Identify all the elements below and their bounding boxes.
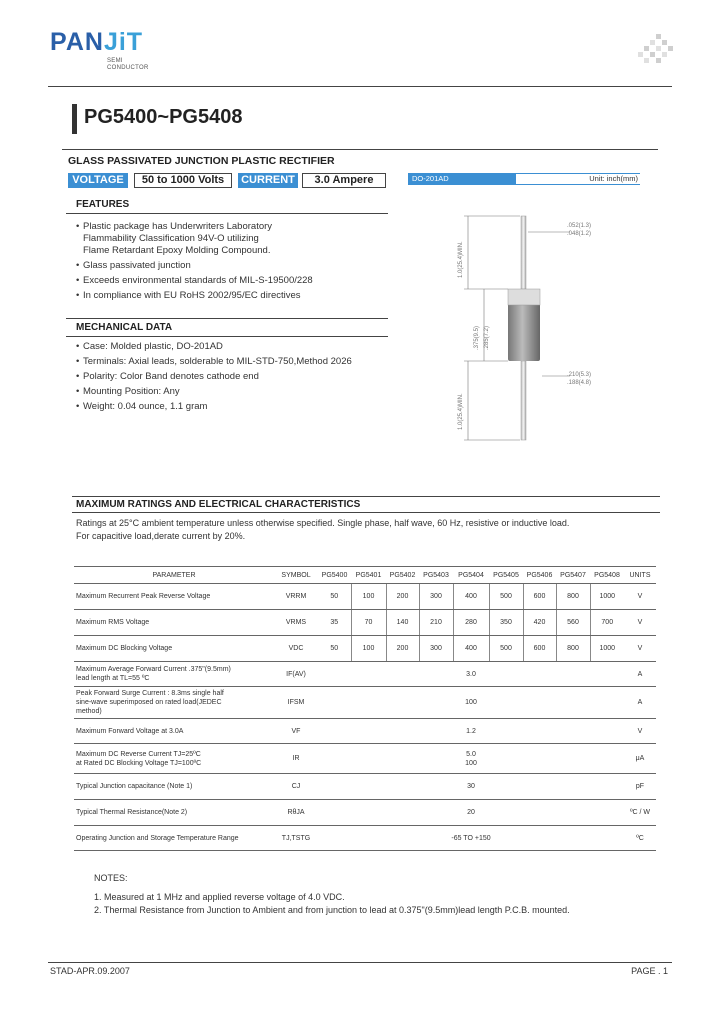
unit-cell: A (624, 687, 656, 719)
table-row (74, 744, 656, 774)
mechanical-heading: MECHANICAL DATA (76, 322, 173, 333)
product-subtitle: GLASS PASSIVATED JUNCTION PLASTIC RECTIFIER (68, 155, 335, 167)
table-header-row (74, 567, 656, 584)
value-cell: 210 (419, 610, 453, 636)
value-cell: 200 (386, 636, 419, 662)
table-row (74, 610, 656, 636)
symbol-cell: VRMS (274, 610, 318, 636)
feature-text: Glass passivated junction (83, 260, 191, 271)
param-cell: Typical Thermal Resistance(Note 2) (74, 800, 274, 826)
dim-body-length-a: .375(9.5) (474, 325, 480, 350)
symbol-cell: IF(AV) (274, 662, 318, 687)
column-header: PG5407 (556, 567, 590, 584)
value-cell: 70 (351, 610, 386, 636)
value-cell: 400 (453, 584, 489, 610)
decorative-squares-icon (638, 34, 678, 68)
column-header: PARAMETER (74, 567, 274, 584)
list-item: • Mounting Position: Any (76, 386, 180, 397)
list-item: • Terminals: Axial leads, solderable to MIL-STD-750,Method 2026 (76, 356, 352, 367)
table-row (74, 719, 656, 744)
list-item: • Polarity: Color Band denotes cathode end (76, 371, 259, 382)
voltage-label: VOLTAGE (68, 173, 128, 188)
symbol-cell: CJ (274, 774, 318, 800)
value-cell: 3.0 (318, 662, 624, 687)
value-cell: 500 (489, 584, 523, 610)
logo-part2: JiT (103, 28, 144, 56)
list-item: • Glass passivated junction (76, 260, 191, 271)
current-label: CURRENT (238, 173, 298, 188)
logo-sub1: SEMI (107, 58, 123, 64)
value-cell: 280 (453, 610, 489, 636)
unit-cell: A (624, 662, 656, 687)
package-outline-diagram (420, 190, 650, 470)
column-header: PG5401 (351, 567, 386, 584)
ratings-heading: MAXIMUM RATINGS AND ELECTRICAL CHARACTERISTICS (76, 499, 361, 510)
column-header: PG5400 (318, 567, 351, 584)
table-row (74, 774, 656, 800)
unit-label: Unit: inch(mm) (589, 174, 638, 183)
cathode-band (508, 289, 540, 305)
symbol-cell: IR (274, 744, 318, 774)
symbol-cell: VDC (274, 636, 318, 662)
top-lead (521, 216, 526, 289)
ratings-condition-1: Ratings at 25°C ambient temperature unless otherwise specified. Single phase, half wave, 60 Hz, resistive or inductive load. (76, 518, 570, 528)
unit-cell: V (624, 719, 656, 744)
title-accent-bar (72, 104, 77, 134)
param-cell: Maximum DC Blocking Voltage (74, 636, 274, 662)
value-cell: 1.2 (318, 719, 624, 744)
param-cell: Peak Forward Surge Current : 8.3ms single half sine-wave superimposed on rated load(JEDEC method) (74, 687, 274, 719)
symbol-cell: TJ,TSTG (274, 826, 318, 851)
document-date: STAD-APR.09.2007 (50, 966, 130, 976)
table-row (74, 662, 656, 687)
param-cell: Maximum Recurrent Peak Reverse Voltage (74, 584, 274, 610)
features-heading: FEATURES (76, 199, 130, 210)
list-item: • In compliance with EU RoHS 2002/95/EC directives (76, 290, 301, 301)
mechanical-text: Mounting Position: Any (83, 386, 180, 397)
ratings-table (74, 566, 656, 851)
package-name: DO-201AD (412, 174, 449, 183)
value-cell: 800 (556, 584, 590, 610)
value-cell: 100 (351, 636, 386, 662)
mechanical-list (76, 341, 396, 413)
dim-lead-length-top: 1.0(25.4)MIN. (458, 241, 464, 278)
symbol-cell: VRRM (274, 584, 318, 610)
column-header: UNITS (624, 567, 656, 584)
symbol-cell: IFSM (274, 687, 318, 719)
value-cell: 35 (318, 610, 351, 636)
value-cell: 1000 (590, 584, 624, 610)
param-cell: Maximum Average Forward Current .375"(9.5mm) lead length at TL=55 ºC (74, 662, 274, 687)
ratings-rule (72, 512, 660, 513)
mechanical-text: Polarity: Color Band denotes cathode end (83, 371, 259, 382)
value-cell: 100 (318, 687, 624, 719)
mechanical-text: Terminals: Axial leads, solderable to MIL-STD-750,Method 2026 (83, 356, 352, 367)
column-header: PG5402 (386, 567, 419, 584)
value-cell: 300 (419, 584, 453, 610)
column-header: PG5404 (453, 567, 489, 584)
notes-section (94, 872, 570, 917)
value-cell: 420 (523, 610, 556, 636)
features-list (76, 221, 396, 302)
table-row (74, 687, 656, 719)
page-number: PAGE . 1 (631, 966, 668, 976)
dim-lead-length-bottom: 1.0(25.4)MIN. (458, 393, 464, 430)
value-cell: 700 (590, 610, 624, 636)
column-header: PG5405 (489, 567, 523, 584)
logo-sub2: CONDUCTOR (107, 65, 149, 71)
column-header: SYMBOL (274, 567, 318, 584)
title-rule (62, 149, 658, 150)
feature-text: Plastic package has Underwriters Laboratory Flammability Classification 94V-O utilizing Flame Retardant Epoxy Molding Compound. (83, 221, 273, 256)
value-cell: 140 (386, 610, 419, 636)
table-row (74, 636, 656, 662)
footer-rule (48, 962, 672, 963)
company-logo (50, 28, 143, 57)
list-item: • Weight: 0.04 ounce, 1.1 gram (76, 401, 208, 412)
value-cell: 50 (318, 636, 351, 662)
note-item: 2. Thermal Resistance from Junction to Ambient and from junction to lead at 0.375"(9.5mm)lead length P.C.B. mounted. (94, 905, 570, 915)
current-value: 3.0 Ampere (302, 173, 386, 188)
param-cell: Operating Junction and Storage Temperature Range (74, 826, 274, 851)
ratings-rule-top (72, 496, 660, 497)
symbol-cell: RθJA (274, 800, 318, 826)
symbol-cell: VF (274, 719, 318, 744)
feature-text: Exceeds environmental standards of MIL-S-19500/228 (83, 275, 313, 286)
ratings-condition-2: For capacitive load,derate current by 20%. (76, 531, 246, 541)
header-rule (48, 86, 672, 87)
column-header: PG5403 (419, 567, 453, 584)
value-cell: -65 TO +150 (318, 826, 624, 851)
feature-text: In compliance with EU RoHS 2002/95/EC directives (83, 290, 301, 301)
table-row (74, 800, 656, 826)
value-cell: 1000 (590, 636, 624, 662)
page-title: PG5400~PG5408 (84, 106, 243, 128)
mechanical-text: Case: Molded plastic, DO-201AD (83, 341, 223, 352)
value-cell: 800 (556, 636, 590, 662)
mechanical-text: Weight: 0.04 ounce, 1.1 gram (83, 401, 208, 412)
dim-lead-dia-b: .048(1.2) (567, 231, 592, 237)
unit-cell: V (624, 584, 656, 610)
bottom-lead (521, 361, 526, 440)
column-header: PG5406 (523, 567, 556, 584)
value-cell: 400 (453, 636, 489, 662)
list-item: • Exceeds environmental standards of MIL-S-19500/228 (76, 275, 313, 286)
voltage-value: 50 to 1000 Volts (134, 173, 232, 188)
param-cell: Maximum RMS Voltage (74, 610, 274, 636)
param-cell: Maximum Forward Voltage at 3.0A (74, 719, 274, 744)
value-cell: 5.0 100 (318, 744, 624, 774)
dim-body-length-b: .285(7.2) (484, 325, 490, 350)
unit-cell: ºC / W (624, 800, 656, 826)
value-cell: 600 (523, 584, 556, 610)
unit-cell: ºC (624, 826, 656, 851)
mechanical-rule-top (66, 318, 388, 319)
logo-part1: PAN (50, 28, 104, 56)
value-cell: 100 (351, 584, 386, 610)
unit-cell: μA (624, 744, 656, 774)
table-row (74, 584, 656, 610)
list-item: • Plastic package has Underwriters Laboratory Flammability Classification 94V-O utilizing Flame Retardant Epoxy Molding Compound. (76, 221, 273, 256)
value-cell: 600 (523, 636, 556, 662)
logo-subtitle (107, 58, 149, 72)
column-header: PG5408 (590, 567, 624, 584)
notes-heading: NOTES: (94, 873, 128, 883)
value-cell: 300 (419, 636, 453, 662)
value-cell: 50 (318, 584, 351, 610)
param-cell: Maximum DC Reverse Current TJ=25ºC at Rated DC Blocking Voltage TJ=100ºC (74, 744, 274, 774)
value-cell: 200 (386, 584, 419, 610)
unit-cell: pF (624, 774, 656, 800)
mechanical-rule (66, 336, 388, 337)
list-item: • Case: Molded plastic, DO-201AD (76, 341, 223, 352)
unit-cell: V (624, 610, 656, 636)
table-row (74, 826, 656, 851)
value-cell: 350 (489, 610, 523, 636)
dim-lead-dia-a: .052(1.3) (567, 223, 592, 229)
dim-body-dia-b: .188(4.8) (567, 380, 592, 386)
value-cell: 30 (318, 774, 624, 800)
dim-body-dia-a: .210(5.3) (567, 372, 592, 378)
value-cell: 20 (318, 800, 624, 826)
value-cell: 560 (556, 610, 590, 636)
value-cell: 500 (489, 636, 523, 662)
param-cell: Typical Junction capacitance (Note 1) (74, 774, 274, 800)
features-rule (66, 213, 388, 214)
unit-cell: V (624, 636, 656, 662)
note-item: 1. Measured at 1 MHz and applied reverse voltage of 4.0 VDC. (94, 892, 345, 902)
